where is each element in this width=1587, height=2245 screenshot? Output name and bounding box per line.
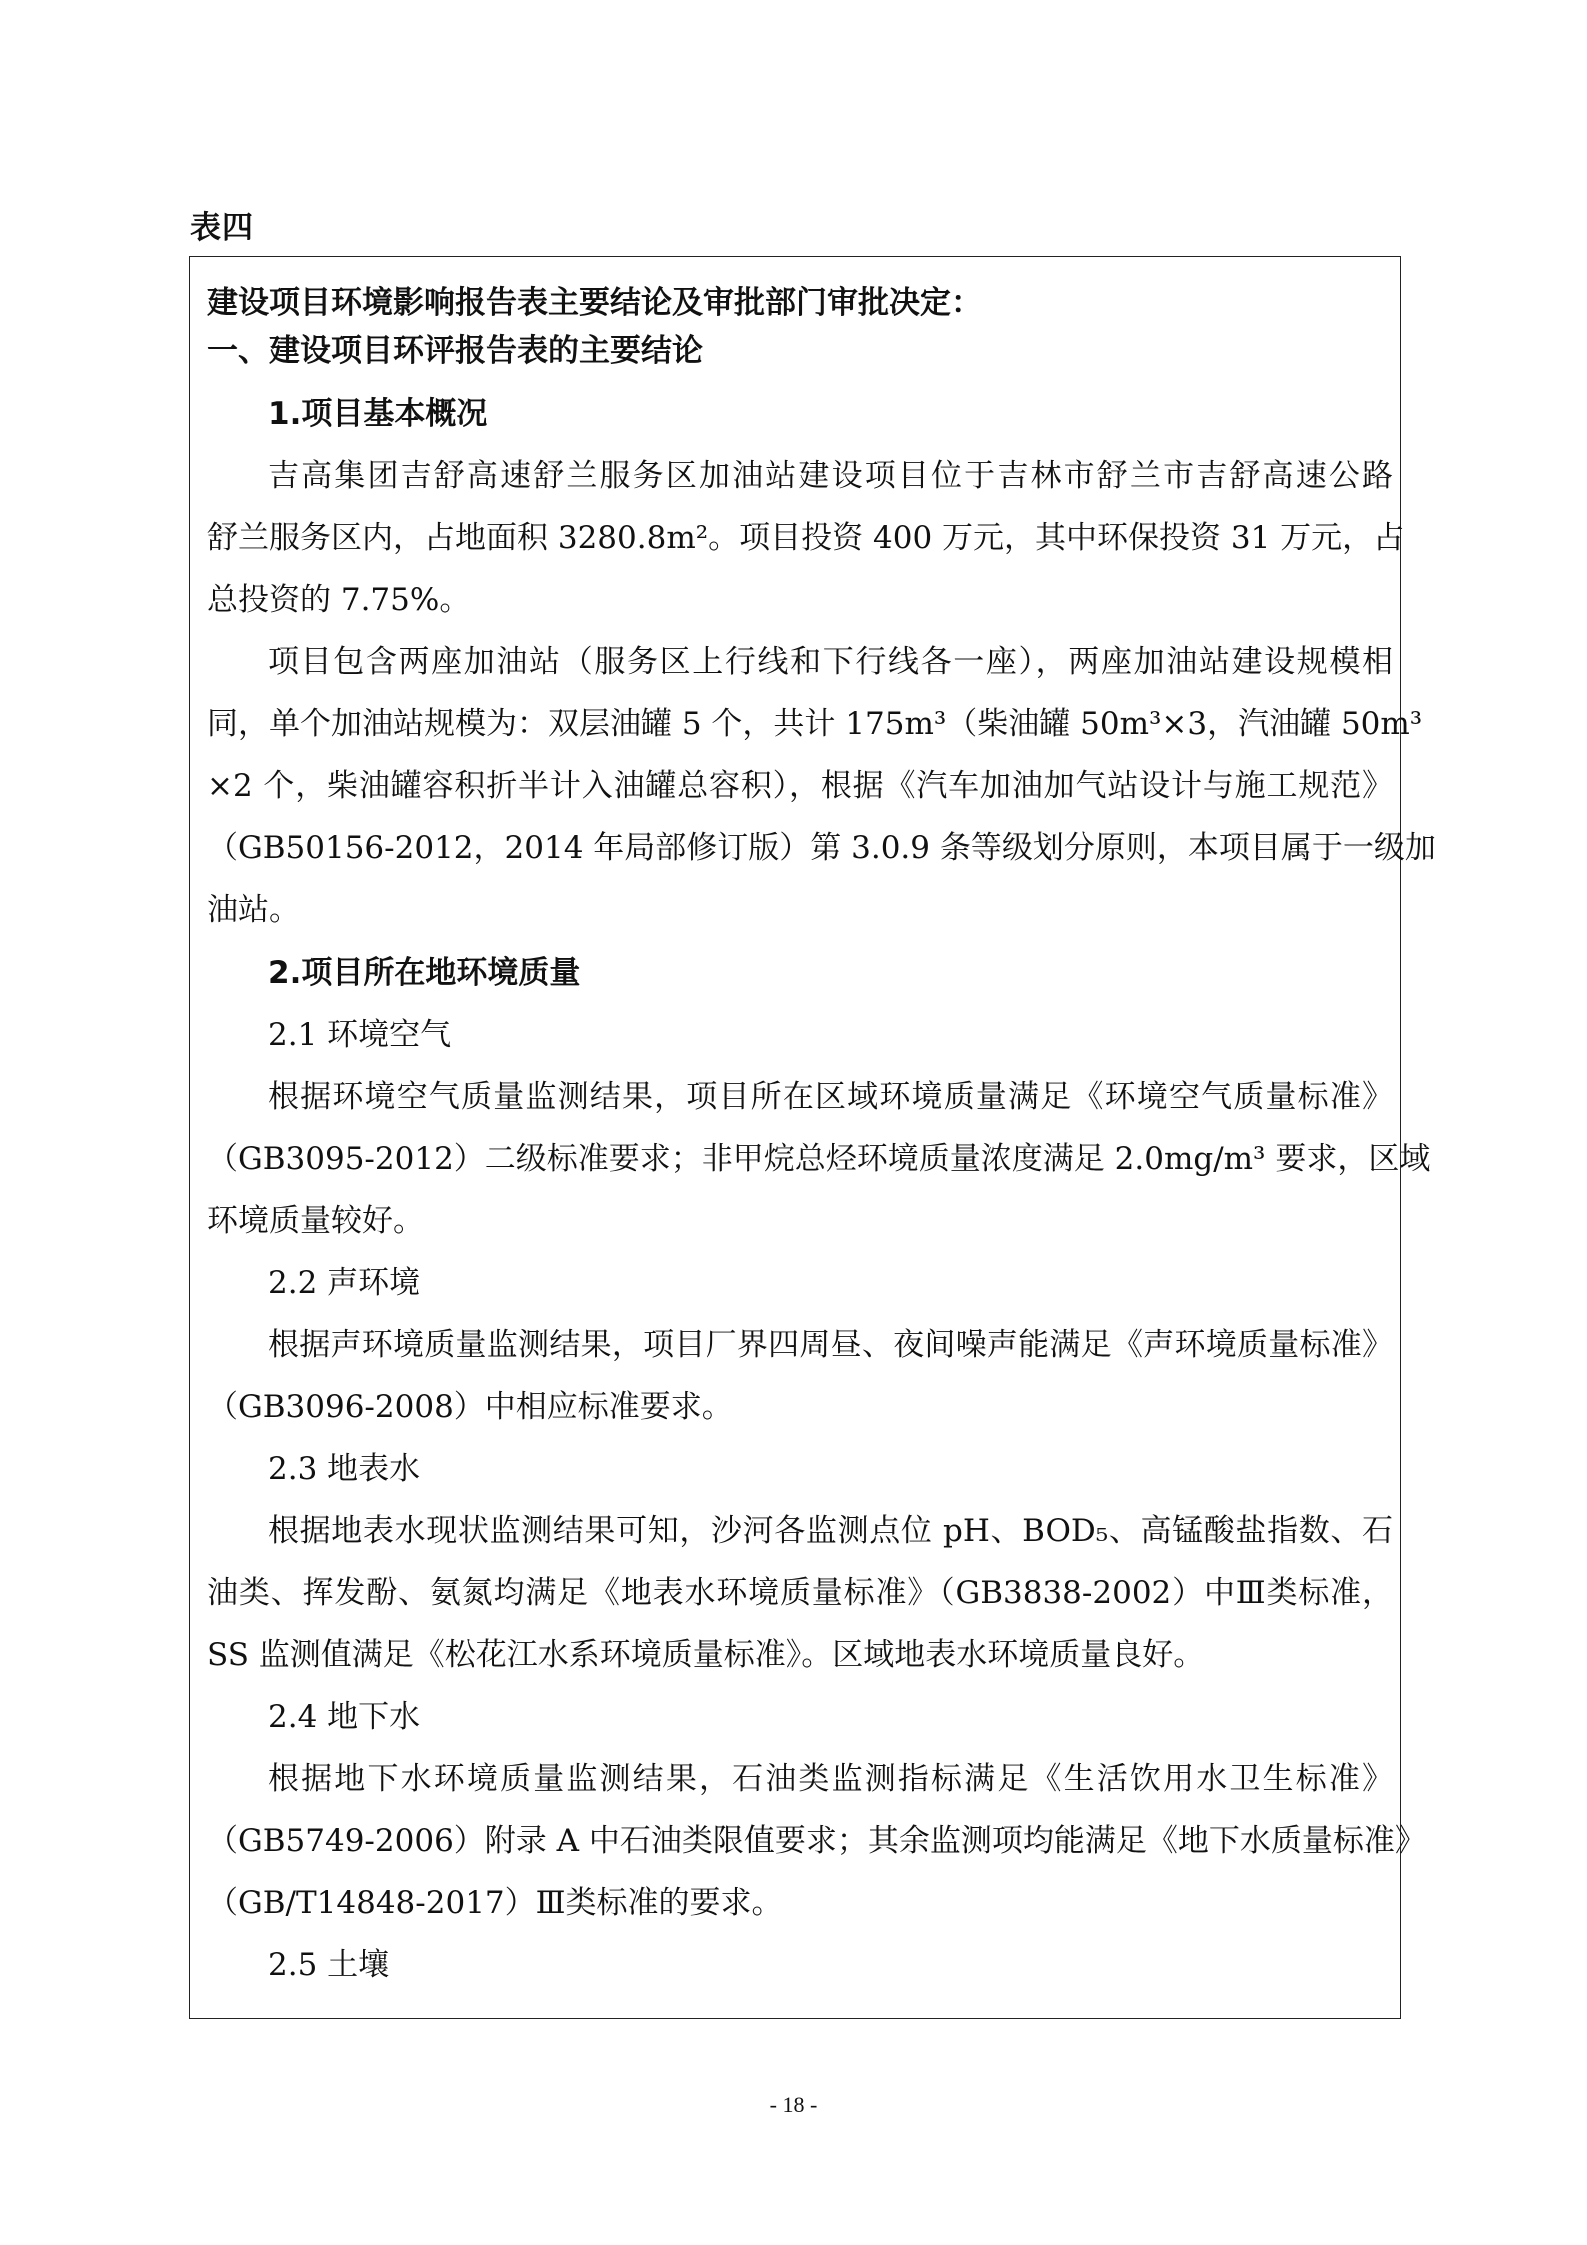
s23-line-3: SS 监测值满足《松花江水系环境质量标准》。区域地表水环境质量良好。 [207, 1637, 1205, 1673]
s1-p2-line-3: ×2 个，柴油罐容积折半计入油罐总容积），根据《汽车加油加气站设计与施工规范》 [207, 768, 1393, 804]
subsection-2-5-title: 2.5 土壤 [268, 1947, 390, 1983]
s24-line-1: 根据地下水环境质量监测结果，石油类监测指标满足《生活饮用水卫生标准》 [268, 1761, 1393, 1797]
subsection-2-4-title: 2.4 地下水 [268, 1699, 421, 1735]
s1-p1-line-1: 吉高集团吉舒高速舒兰服务区加油站建设项目位于吉林市舒兰市吉舒高速公路 [268, 458, 1393, 494]
subsection-2-2-title: 2.2 声环境 [268, 1265, 421, 1301]
s21-line-2: （GB3095-2012）二级标准要求；非甲烷总烃环境质量浓度满足 2.0mg/m³ 要求，区域 [207, 1141, 1431, 1177]
s1-p2-line-2: 同，单个加油站规模为：双层油罐 5 个，共计 175m³（柴油罐 50m³×3，汽油罐 50m³ [207, 706, 1423, 742]
s21-line-3: 环境质量较好。 [207, 1203, 424, 1239]
subsection-1-title: 1.项目基本概况 [268, 396, 488, 432]
s23-line-2: 油类、挥发酚、氨氮均满足《地表水环境质量标准》（GB3838-2002）中Ⅲ类标准， [207, 1575, 1393, 1611]
section-1-title: 一、建设项目环评报告表的主要结论 [207, 333, 703, 369]
s1-p2-line-1: 项目包含两座加油站（服务区上行线和下行线各一座），两座加油站建设规模相 [268, 644, 1393, 680]
subsection-2-3-title: 2.3 地表水 [268, 1451, 421, 1487]
s22-line-2: （GB3096-2008）中相应标准要求。 [207, 1389, 733, 1425]
subsection-2-1-title: 2.1 环境空气 [268, 1017, 452, 1053]
s1-p1-line-3: 总投资的 7.75%。 [207, 582, 471, 618]
page-number: - 18 - [769, 2092, 818, 2117]
s22-line-1: 根据声环境质量监测结果，项目厂界四周昼、夜间噪声能满足《声环境质量标准》 [268, 1327, 1393, 1363]
s1-p2-line-4: （GB50156-2012，2014 年局部修订版）第 3.0.9 条等级划分原则，本项目属于一级加 [207, 830, 1436, 866]
s23-line-1: 根据地表水现状监测结果可知，沙河各监测点位 pH、BOD₅、高锰酸盐指数、石 [268, 1513, 1394, 1549]
subsection-2-title: 2.项目所在地环境质量 [268, 955, 581, 991]
s1-p2-line-5: 油站。 [207, 892, 300, 928]
table-label: 表四 [190, 210, 254, 246]
conclusion-heading: 建设项目环境影响报告表主要结论及审批部门审批决定： [207, 285, 982, 321]
s21-line-1: 根据环境空气质量监测结果，项目所在区域环境质量满足《环境空气质量标准》 [268, 1079, 1393, 1115]
s24-line-2: （GB5749-2006）附录 A 中石油类限值要求；其余监测项均能满足《地下水质量标准》 [207, 1823, 1426, 1859]
s24-line-3: （GB/T14848-2017）Ⅲ类标准的要求。 [207, 1885, 783, 1921]
s1-p1-line-2: 舒兰服务区内，占地面积 3280.8m²。项目投资 400 万元，其中环保投资 31 万元，占 [207, 520, 1405, 556]
